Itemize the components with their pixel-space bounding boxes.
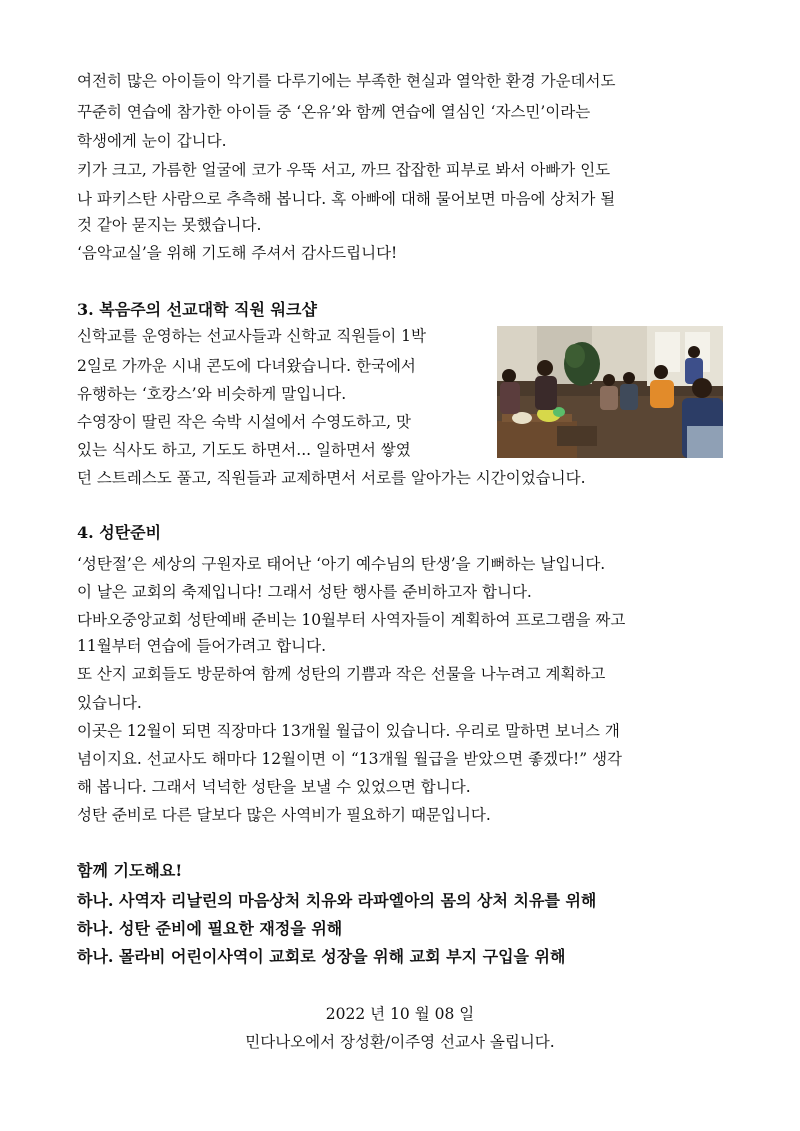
workshop-photo xyxy=(497,326,723,458)
letter-date: 2022 년 10 월 08 일 xyxy=(325,1005,475,1023)
prayer-heading: 함께 기도해요! xyxy=(77,861,183,880)
intro-line-1: 여전히 많은 아이들이 악기를 다루기에는 부족한 현실과 열악한 환경 가운데서도 xyxy=(77,72,616,90)
intro-line-4: 키가 크고, 가름한 얼굴에 코가 우뚝 서고, 까므 잡잡한 피부로 봐서 아빠가 인도 xyxy=(77,161,611,179)
section3-line-1: 신학교를 운영하는 선교사들과 신학교 직원들이 1박 xyxy=(77,327,426,345)
section3-heading: 3. 복음주의 선교대학 직원 워크샵 xyxy=(77,300,317,319)
section4-line-10: 성탄 준비로 다른 달보다 많은 사역비가 필요하기 때문입니다. xyxy=(77,806,491,824)
intro-line-7: ‘음악교실’을 위해 기도해 주셔서 감사드립니다! xyxy=(77,244,398,262)
section4-line-2: 이 날은 교회의 축제입니다! 그래서 성탄 행사를 준비하고자 합니다. xyxy=(77,583,532,601)
section3-line-5: 있는 식사도 하고, 기도도 하면서... 일하면서 쌓였 xyxy=(77,441,411,459)
section4-heading: 4. 성탄준비 xyxy=(77,523,162,542)
prayer-item-1: 하나. 사역자 리날린의 마음상처 치유와 라파엘아의 몸의 상처 치유를 위해 xyxy=(77,891,597,910)
prayer-item-2: 하나. 성탄 준비에 필요한 재정을 위해 xyxy=(77,919,343,938)
prayer-item-3: 하나. 몰라비 어린이사역이 교회로 성장을 위해 교회 부지 구입을 위해 xyxy=(77,947,566,966)
section3-line-2: 2일로 가까운 시내 콘도에 다녀왔습니다. 한국에서 xyxy=(77,357,416,375)
section3-line-3: 유행하는 ‘호캉스’와 비슷하게 말입니다. xyxy=(77,385,347,403)
intro-line-3: 학생에게 눈이 갑니다. xyxy=(77,132,227,150)
section4-line-7: 이곳은 12월이 되면 직장마다 13개월 월급이 있습니다. 우리로 말하면 보너스 개 xyxy=(77,722,620,740)
section3-line-4: 수영장이 딸린 작은 숙박 시설에서 수영도하고, 맛 xyxy=(77,413,411,431)
section4-line-6: 있습니다. xyxy=(77,694,142,712)
section4-line-1: ‘성탄절’은 세상의 구원자로 태어난 ‘아기 예수님의 탄생’을 기뻐하는 날입니다. xyxy=(77,555,606,573)
intro-line-5: 나 파키스탄 사람으로 추측해 봅니다. 혹 아빠에 대해 물어보면 마음에 상처가 될 xyxy=(77,190,616,208)
intro-line-2: 꾸준히 연습에 참가한 아이들 중 ‘온유’와 함께 연습에 열심인 ‘자스민’이라는 xyxy=(77,103,591,121)
section4-line-4: 11월부터 연습에 들어가려고 합니다. xyxy=(77,637,327,655)
section3-line-6: 던 스트레스도 풀고, 직원들과 교제하면서 서로를 알아가는 시간이었습니다. xyxy=(77,469,586,487)
intro-line-6: 것 같아 묻지는 못했습니다. xyxy=(77,216,262,234)
section4-line-9: 해 봅니다. 그래서 넉넉한 성탄을 보낼 수 있었으면 합니다. xyxy=(77,778,471,796)
section4-line-3: 다바오중앙교회 성탄예배 준비는 10월부터 사역자들이 계획하여 프로그램을 짜고 xyxy=(77,611,626,629)
section4-line-8: 념이지요. 선교사도 해마다 12월이면 이 “13개월 월급을 받았으면 좋겠다!” 생각 xyxy=(77,750,623,768)
letter-signature: 민다나오에서 장성환/이주영 선교사 올립니다. xyxy=(245,1033,555,1051)
section4-line-5: 또 산지 교회들도 방문하여 함께 성탄의 기쁨과 작은 선물을 나누려고 계획하고 xyxy=(77,665,606,683)
